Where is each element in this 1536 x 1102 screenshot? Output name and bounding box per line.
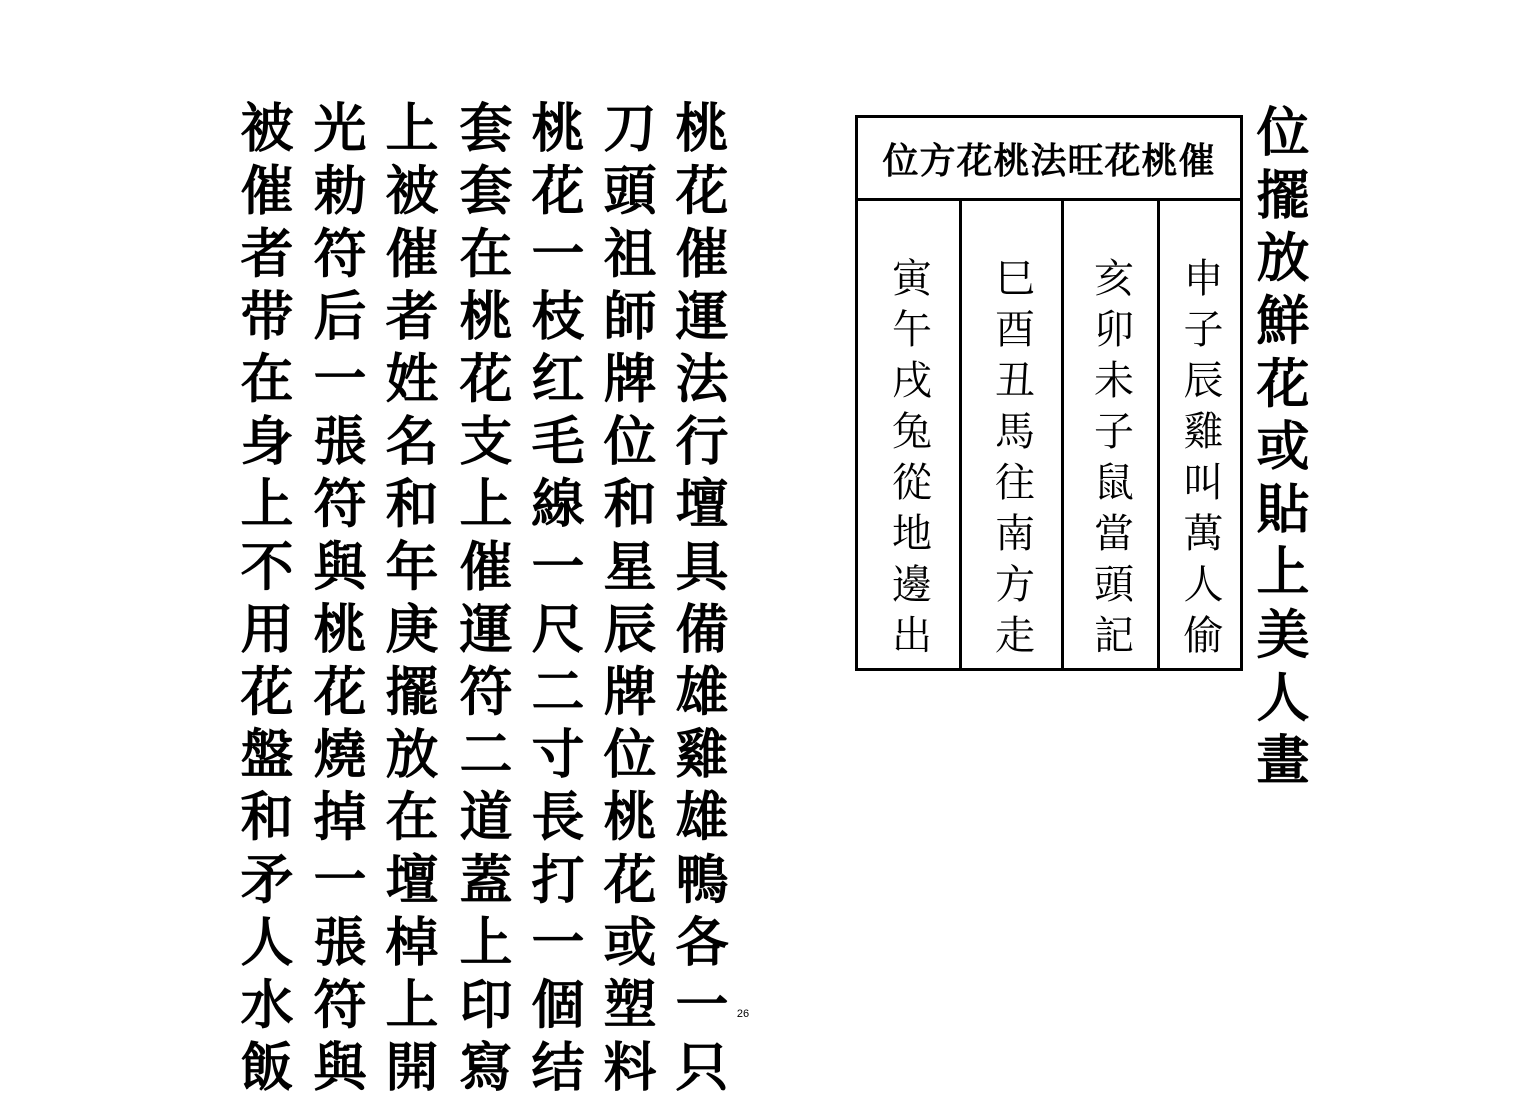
text-column-1: 桃花催運法行壇具備雄雞雄鴨各一只 <box>667 100 729 1102</box>
table-cell-4 <box>858 201 959 668</box>
text-column-6: 光勅符后一張符與桃花燒掉一張符與 <box>305 100 367 1102</box>
text-column-4: 套套在桃花支上催運符二道蓋上印寫 <box>451 100 513 1102</box>
table-cell-1 <box>1157 201 1240 668</box>
peach-blossom-table <box>855 115 1243 671</box>
text-column-3: 桃花一枝红毛線一尺二寸長打一個结 <box>523 100 585 1102</box>
text-column-2: 刀頭祖師牌位和星辰牌位桃花或塑料 <box>595 100 657 1102</box>
table-cell-2 <box>1061 201 1157 668</box>
table-cell-text: 申子辰雞叫萬人偷 <box>1177 257 1223 665</box>
right-text-column: 位擺放鮮花或貼上美人畫 <box>1248 104 1310 795</box>
text-column-7: 被催者带在身上不用花盤和矛人水飯 <box>232 100 294 1102</box>
table-cell-text: 亥卯未子鼠當頭記 <box>1087 257 1134 665</box>
text-column-5: 上被催者姓名和年庚擺放在壇棹上開 <box>377 100 439 1102</box>
table-cell-text: 巳酉丑馬往南方走 <box>988 257 1035 665</box>
page-number: 26 <box>736 1008 750 1020</box>
table-cell-text: 寅午戌兔從地邊出 <box>885 257 932 665</box>
table-cell-3 <box>959 201 1061 668</box>
table-header: 催桃花旺法桃花方位 <box>858 118 1240 201</box>
